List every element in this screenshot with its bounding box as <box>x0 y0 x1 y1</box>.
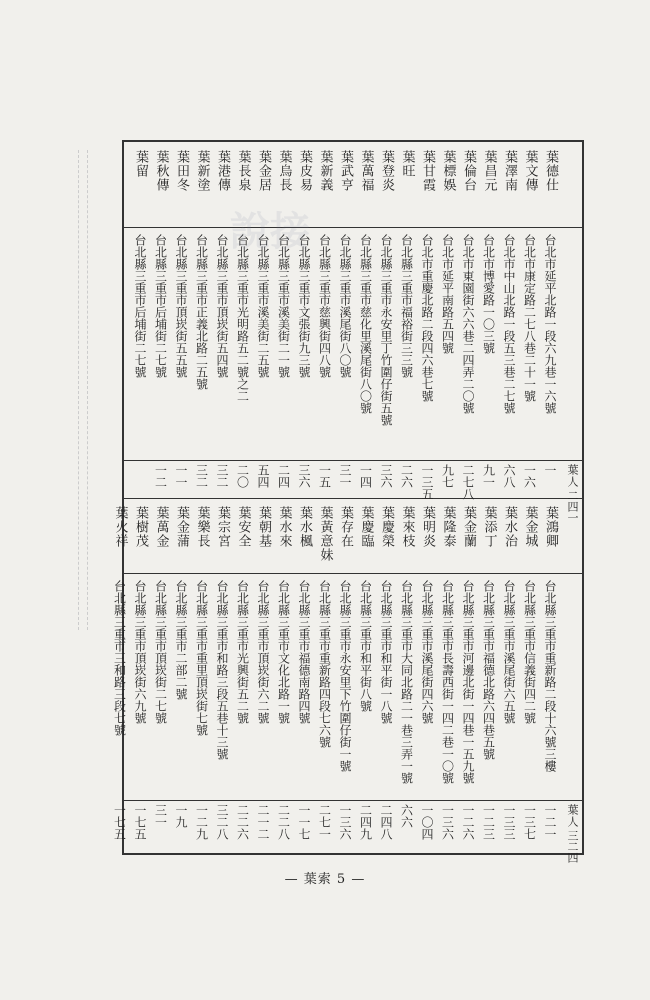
entry-name: 葉慶榮 <box>379 506 394 548</box>
entry-address: 台北縣三重市福德北路六四巷五號 <box>481 580 496 760</box>
entry-name: 葉新塗 <box>194 150 210 192</box>
entry-count: 三六 <box>297 464 311 488</box>
entry-count: 一六 <box>522 464 537 488</box>
entry-name: 葉萬福 <box>358 150 374 192</box>
page-footer: — 葉索 5 — <box>284 872 366 887</box>
entry-address: 台北縣三重市福德南路四號 <box>297 580 311 724</box>
entry-count: 一七五 <box>133 804 147 840</box>
entry-count: 一二九 <box>194 804 209 840</box>
entry-name: 葉新義 <box>317 150 333 192</box>
entry-address: 台北縣三重市信義街四二號 <box>522 580 537 724</box>
entry-count: 六六 <box>399 804 414 828</box>
entry-name: 葉金蘭 <box>461 506 476 548</box>
entry-name: 葉田冬 <box>174 150 189 192</box>
entry-address: 台北縣三重市和路三段五巷十三號 <box>215 580 229 760</box>
entry-name: 葉金城 <box>522 506 538 548</box>
entry-count: 一 <box>543 464 557 476</box>
entry-address: 台北縣三重市永安里丁竹圍仔街五號 <box>379 234 393 426</box>
entry-address: 台北縣三重市河邊北街一四巷一五九號 <box>461 580 475 784</box>
entry-name: 葉倫台 <box>461 150 476 192</box>
entry-address: 台北縣三重市后埔街二七號 <box>133 234 147 378</box>
entry-name: 葉文傳 <box>522 150 538 192</box>
bottom-section <box>112 498 582 863</box>
name-column-divider <box>124 573 582 574</box>
name-column-divider <box>124 227 582 228</box>
top-section <box>124 142 582 523</box>
entry-count: 一二一 <box>543 804 557 840</box>
entry-count: 二一二 <box>256 804 270 840</box>
entry-name: 葉添丁 <box>481 506 497 548</box>
entry-address: 台北縣三重市慈化里溪尾街八〇號 <box>358 234 373 414</box>
entry-count: 一四 <box>358 464 373 488</box>
entry-name: 葉昌元 <box>481 150 497 192</box>
entry-address: 台北縣三重市溪美街二一號 <box>276 234 291 378</box>
entry-address: 台北縣三重市光興街五二號 <box>235 580 250 724</box>
entry-address: 台北市康定路二七八巷二十一號 <box>522 234 537 402</box>
entry-address: 台北縣三重市福裕街三三號 <box>399 234 414 378</box>
entry-address: 台北縣三重市和平街八號 <box>358 580 373 712</box>
entry-count: 二四八 <box>379 804 393 840</box>
entry-count: 一五 <box>317 464 332 488</box>
entry-name: 葉來枝 <box>399 506 415 548</box>
entry-address: 台北市博愛路一〇三號 <box>481 234 496 354</box>
entry-name: 葉水治 <box>502 506 517 548</box>
count-column-divider <box>124 460 582 461</box>
entry-address: 台北縣三重市溪尾街四六號 <box>420 580 434 724</box>
entry-address: 台北縣三重市二部二號 <box>174 580 188 700</box>
entry-count: 一三六 <box>440 804 455 840</box>
entry-count: 一二六 <box>461 804 475 840</box>
entry-name: 葉存在 <box>338 506 353 548</box>
header-count: 三二四 <box>566 830 579 863</box>
entry-address: 台北縣三重市正義北路二五號 <box>194 234 209 390</box>
entry-count: 一三五 <box>420 464 434 500</box>
entry-count: 一七五 <box>112 804 127 840</box>
entry-name: 葉烏長 <box>276 150 292 192</box>
entry-address: 台北縣三重市文張街九三號 <box>297 234 311 378</box>
entry-address: 台北縣三重市后埔街二七號 <box>153 234 168 378</box>
entry-address: 台北市中山北路一段五三巷二七號 <box>502 234 516 414</box>
entry-name: 葉鴻卿 <box>543 506 558 548</box>
entry-count: 二七一 <box>317 804 332 840</box>
header-count: 二四一 <box>566 490 579 523</box>
entry-name: 葉隆泰 <box>440 506 456 548</box>
entry-name: 葉德仕 <box>543 150 558 192</box>
entry-count: 一九 <box>174 804 188 828</box>
binding-margin <box>78 150 88 630</box>
entry-count: 三二 <box>194 464 209 488</box>
entry-count: 三六 <box>379 464 393 488</box>
entry-name: 葉留 <box>133 150 148 178</box>
entry-address: 台北縣三重市慈興街四八號 <box>317 234 332 378</box>
entry-address: 台北縣三重市溪尾街八〇號 <box>338 234 352 378</box>
entry-address: 台北縣三重市重里頂崁街七號 <box>194 580 209 736</box>
entry-address: 台北市延平北路一段六九巷一六號 <box>543 234 557 414</box>
entry-count: 一一七 <box>297 804 311 840</box>
entry-name: 葉皮易 <box>297 150 312 192</box>
entry-name: 葉武亨 <box>338 150 353 192</box>
entry-name: 葉宗宮 <box>215 506 230 548</box>
entry-count: 六八 <box>502 464 516 488</box>
entry-count: 二四 <box>276 464 291 488</box>
entry-name: 葉樂長 <box>194 506 210 548</box>
entry-name: 葉明炎 <box>420 506 435 548</box>
entry-address: 台北市重慶北路二段四六巷七號 <box>420 234 434 402</box>
entry-name: 葉安全 <box>235 506 251 548</box>
entry-count: 一一 <box>174 464 188 488</box>
entry-count: 九一 <box>481 464 496 488</box>
entry-name: 葉標娛 <box>440 150 456 192</box>
entry-count: 二〇 <box>235 464 250 488</box>
entry-name: 葉黃意妹 <box>317 506 333 562</box>
entry-name: 葉長泉 <box>235 150 251 192</box>
entry-name: 葉港傳 <box>215 150 230 192</box>
entry-address: 台北縣三重市溪美街二五號 <box>256 234 270 378</box>
entry-address: 台北縣三重市光明路五二號之二 <box>235 234 250 402</box>
entry-count: 三二 <box>215 464 229 488</box>
entry-name: 葉澤南 <box>502 150 517 192</box>
entry-name: 葉水楓 <box>297 506 312 548</box>
entry-address: 台北縣三重市長壽西街一四二巷一〇號 <box>440 580 455 784</box>
entry-address: 台北縣三重市永安里下竹圍仔街一號 <box>338 580 352 772</box>
entry-address: 台北縣三重市頂崁街五四號 <box>215 234 229 378</box>
entry-name: 葉朝基 <box>256 506 271 548</box>
entry-name: 葉樹茂 <box>133 506 148 548</box>
entry-count: 一三三 <box>502 804 516 840</box>
entry-address: 台北縣三重市頂崁街五五號 <box>174 234 188 378</box>
entry-count: 二二六 <box>235 804 250 840</box>
entry-name: 葉火祥 <box>112 506 128 548</box>
top-header-label: 葉人 <box>566 464 579 488</box>
entry-count: 一三七 <box>522 804 537 840</box>
entry-count: 一二 <box>153 464 168 488</box>
directory-table <box>112 140 584 863</box>
entry-count: 一二三 <box>481 804 496 840</box>
entry-address: 台北縣三重市大同北路二一巷三弄一號 <box>399 580 414 784</box>
entry-address: 台北縣三重市溪尾街六五號 <box>502 580 516 724</box>
entry-count: 三二八 <box>215 804 229 840</box>
entry-name: 葉秋傳 <box>153 150 169 192</box>
entry-name: 葉甘霞 <box>420 150 435 192</box>
entry-address: 台北縣三重市三和路三段七號 <box>112 580 127 736</box>
entry-address: 台北市延平南路五四號 <box>440 234 455 354</box>
entry-count: 九七 <box>440 464 455 488</box>
entry-name: 葉金居 <box>256 150 271 192</box>
entry-name: 葉金蒲 <box>174 506 189 548</box>
entry-count: 二四九 <box>358 804 373 840</box>
entry-address: 台北縣三重市重新路二段十六號三樓 <box>543 580 557 772</box>
watermark: 說接 <box>230 209 310 255</box>
bottom-header-label: 葉人 <box>566 804 579 828</box>
entry-address: 台北縣三重市和平街一八號 <box>379 580 393 724</box>
entry-address: 台北縣三重市頂崁街六九號 <box>133 580 147 724</box>
entry-name: 葉水來 <box>276 506 292 548</box>
entry-address: 台北縣三重市重新路四段七六號 <box>317 580 332 748</box>
entry-name: 葉萬金 <box>153 506 169 548</box>
count-column-divider <box>124 800 582 801</box>
entry-address: 台北縣三重市頂崁街二七號 <box>153 580 168 724</box>
entry-count: 三一 <box>153 804 168 828</box>
entry-count: 二七八 <box>461 464 475 500</box>
entry-address: 台北市東園街六六巷二四弄二〇號 <box>461 234 475 414</box>
entry-count: 一〇四 <box>420 804 434 840</box>
entry-count: 二二八 <box>276 804 291 840</box>
entry-name: 葉登炎 <box>379 150 394 192</box>
entry-address: 台北縣三重市頂崁街六二號 <box>256 580 270 724</box>
entry-name: 葉慶臨 <box>358 506 374 548</box>
entry-count: 二六 <box>399 464 414 488</box>
entry-address: 台北縣三重市文化北路一號 <box>276 580 291 724</box>
entry-name: 葉旺 <box>399 150 415 178</box>
entry-count: 五四 <box>256 464 270 488</box>
entry-count: 一三六 <box>338 804 352 840</box>
entry-count: 三一 <box>338 464 352 488</box>
